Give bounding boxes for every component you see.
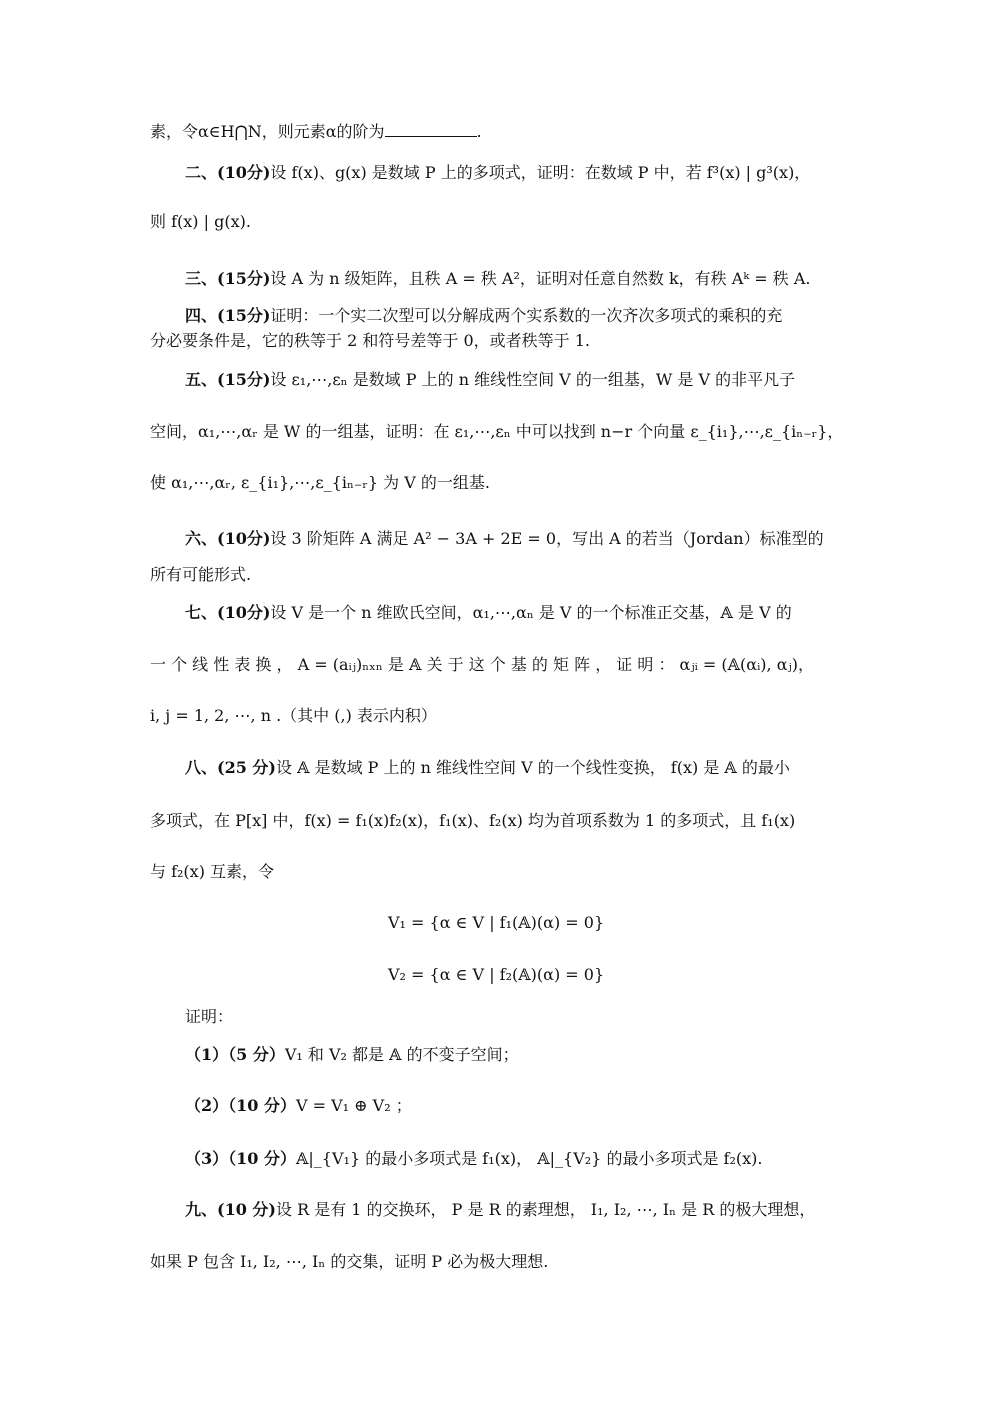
q8-proof-heading: 证明： (185, 1007, 234, 1026)
q1-tail-text: 素，令α∈H⋂N，则元素α的阶为 (150, 122, 385, 141)
part-label: （1）（5 分） (185, 1045, 285, 1064)
q2-line1 (185, 163, 810, 183)
q5-line2: 空间，α₁,⋯,αᵣ 是 W 的一组基，证明：在 ε₁,⋯,εₙ 中可以找到 n−r 个向量 ε_{i₁},⋯,ε_{iₙ₋ᵣ}， (150, 422, 844, 441)
q4-line2: 分必要条件是，它的秩等于 2 和符号差等于 0，或者秩等于 1. (150, 331, 590, 350)
q9-text1: 设 R 是有 1 的交换环， P 是 R 的素理想， I₁, I₂, ⋯, Iₙ 是 R 的极大理想， (275, 1200, 816, 1219)
q7-line1 (185, 603, 792, 623)
q5-line3: 使 α₁,⋯,αᵣ, ε_{i₁},⋯,ε_{iₙ₋ᵣ} 为 V 的一组基. (150, 473, 490, 492)
q7-line2: 一 个 线 性 表 换 ， A = (aᵢⱼ)ₙₓₙ 是 𝔸 关 于 这 个 基 的 矩 阵 ， 证 明 ： αⱼᵢ = (𝔸(αᵢ), αⱼ)， (150, 655, 814, 674)
q6-text1: 设 3 阶矩阵 A 满足 A² − 3A + 2E = 0，写出 A 的若当（Jordan）标准型的 (270, 529, 824, 548)
q8-part-2 (185, 1096, 412, 1116)
q2-line2: 则 f(x) | g(x). (150, 212, 251, 231)
q7-label: 七、(10分) (185, 603, 271, 622)
q4-label: 四、(15分) (185, 306, 271, 325)
q8-line1 (185, 758, 790, 778)
part-text: 𝔸|_{V₁} 的最小多项式是 f₁(x)， 𝔸|_{V₂} 的最小多项式是 f₂(x). (295, 1149, 763, 1168)
q4-line1 (185, 306, 782, 326)
q7-text1: 设 V 是一个 n 维欧氏空间，α₁,⋯,αₙ 是 V 的一个标准正交基，𝔸 是 V 的 (270, 603, 792, 622)
q2-label: 二、(10分) (185, 163, 271, 182)
part-label: （2）（10 分） (185, 1096, 296, 1115)
q6-line2: 所有可能形式. (150, 565, 252, 584)
q8-part-1 (185, 1045, 519, 1065)
q9-label: 九、(10 分) (185, 1200, 276, 1219)
q5-text1: 设 ε₁,⋯,εₙ 是数域 P 上的 n 维线性空间 V 的一组基，W 是 V 的非平凡子 (270, 370, 796, 389)
q3-text1: 设 A 为 n 级矩阵，且秩 A = 秩 A²，证明对任意自然数 k，有秩 Aᵏ = 秩 A. (270, 269, 811, 288)
q8-equation-v1: V₁ = {α ∈ V | f₁(𝔸)(α) = 0} (388, 913, 605, 932)
q4-text1: 证明：一个实二次型可以分解成两个实系数的一次齐次多项式的乘积的充 (270, 306, 783, 325)
q8-equation-v2: V₂ = {α ∈ V | f₂(𝔸)(α) = 0} (388, 965, 605, 984)
q6-line1 (185, 529, 824, 549)
q1-tail-end: . (476, 122, 482, 141)
q5-line1 (185, 370, 795, 390)
q8-line3: 与 f₂(x) 互素，令 (150, 862, 275, 881)
q5-label: 五、(15分) (185, 370, 271, 389)
part-text: V₁ 和 V₂ 都是 𝔸 的不变子空间； (284, 1045, 519, 1064)
q8-part-3 (185, 1149, 762, 1169)
q9-line2: 如果 P 包含 I₁, I₂, ⋯, Iₙ 的交集，证明 P 必为极大理想. (150, 1252, 549, 1271)
q1-tail-line (150, 122, 482, 142)
q7-line3: i, j = 1, 2, ⋯, n .（其中 (,) 表示内积） (150, 706, 437, 725)
q6-label: 六、(10分) (185, 529, 271, 548)
q3-label: 三、(15分) (185, 269, 271, 288)
q8-label: 八、(25 分) (185, 758, 276, 777)
q8-line2: 多项式，在 P[x] 中，f(x) = f₁(x)f₂(x)，f₁(x)、f₂(x) 均为首项系数为 1 的多项式，且 f₁(x) (150, 811, 796, 830)
answer-blank (385, 122, 477, 137)
q3-line1 (185, 269, 810, 289)
q8-text1: 设 𝔸 是数域 P 上的 n 维线性空间 V 的一个线性变换， f(x) 是 𝔸 的最小 (275, 758, 790, 777)
q9-line1 (185, 1200, 815, 1220)
part-label: （3）（10 分） (185, 1149, 296, 1168)
q2-text1: 设 f(x)、g(x) 是数域 P 上的多项式，证明：在数域 P 中，若 f³(x) | g³(x)， (270, 163, 811, 182)
part-text: V = V₁ ⊕ V₂ ； (295, 1096, 412, 1115)
